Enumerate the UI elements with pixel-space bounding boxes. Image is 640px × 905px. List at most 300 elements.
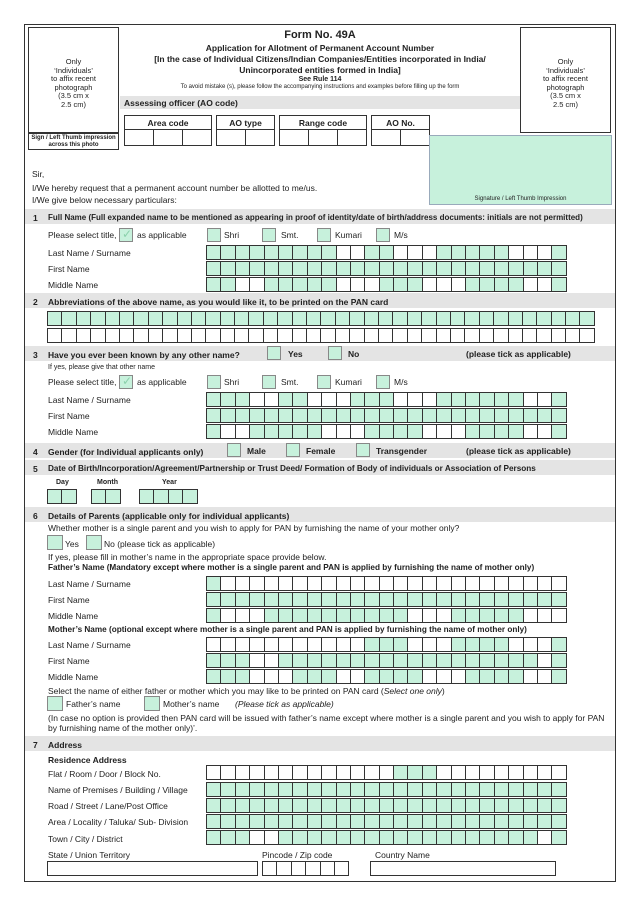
char-cell[interactable] xyxy=(191,311,206,326)
char-cell[interactable] xyxy=(379,608,394,623)
char-cell[interactable] xyxy=(278,424,293,439)
char-cell[interactable] xyxy=(551,592,566,607)
char-cell[interactable] xyxy=(464,328,479,343)
char-cell[interactable] xyxy=(465,653,480,668)
char-cell[interactable] xyxy=(451,261,466,276)
char-cell[interactable] xyxy=(249,637,264,652)
char-cell[interactable] xyxy=(292,592,307,607)
char-cell[interactable] xyxy=(350,277,365,292)
char-cell[interactable] xyxy=(148,328,163,343)
char-cell[interactable] xyxy=(537,765,552,780)
char-cell[interactable] xyxy=(494,637,509,652)
char-cell[interactable] xyxy=(364,653,379,668)
char-cell[interactable] xyxy=(350,245,365,260)
char-cell[interactable] xyxy=(249,392,264,407)
char-cell[interactable] xyxy=(277,328,292,343)
char-cell[interactable] xyxy=(407,830,422,845)
char-cell[interactable] xyxy=(336,765,351,780)
char-cell[interactable] xyxy=(264,765,279,780)
char-cell[interactable] xyxy=(407,277,422,292)
char-cell[interactable] xyxy=(407,576,422,591)
char-cell[interactable] xyxy=(235,798,250,813)
char-cell[interactable] xyxy=(494,392,509,407)
char-cell[interactable] xyxy=(393,277,408,292)
char-cell[interactable] xyxy=(334,861,349,876)
char-cell[interactable] xyxy=(479,798,494,813)
char-cell[interactable] xyxy=(364,277,379,292)
char-cell[interactable] xyxy=(61,489,76,504)
char-cell[interactable] xyxy=(407,424,422,439)
char-cell[interactable] xyxy=(407,653,422,668)
char-cell[interactable] xyxy=(264,782,279,797)
char-cell[interactable] xyxy=(364,392,379,407)
char-cell[interactable] xyxy=(436,261,451,276)
char-cell[interactable] xyxy=(393,814,408,829)
char-cell[interactable] xyxy=(350,424,365,439)
char-cell[interactable] xyxy=(278,392,293,407)
char-cell[interactable] xyxy=(321,765,336,780)
char-cell[interactable] xyxy=(537,576,552,591)
char-cell[interactable] xyxy=(278,782,293,797)
s3-yes-box[interactable] xyxy=(267,346,281,360)
char-cell[interactable] xyxy=(393,592,408,607)
char-cell[interactable] xyxy=(551,576,566,591)
char-cell[interactable] xyxy=(249,669,264,684)
char-cell[interactable] xyxy=(263,311,278,326)
char-cell[interactable] xyxy=(264,424,279,439)
char-cell[interactable] xyxy=(523,669,538,684)
char-cell[interactable] xyxy=(393,637,408,652)
char-cell[interactable] xyxy=(206,669,221,684)
char-cell[interactable] xyxy=(465,830,480,845)
char-cell[interactable] xyxy=(320,861,335,876)
char-cell[interactable] xyxy=(182,489,197,504)
char-cell[interactable] xyxy=(307,592,322,607)
char-cell[interactable] xyxy=(264,576,279,591)
char-cell[interactable] xyxy=(493,328,508,343)
char-cell[interactable] xyxy=(235,830,250,845)
char-cell[interactable] xyxy=(465,814,480,829)
s1-last-name-field[interactable] xyxy=(206,245,566,260)
char-cell[interactable] xyxy=(551,328,566,343)
char-cell[interactable] xyxy=(494,424,509,439)
char-cell[interactable] xyxy=(292,277,307,292)
char-cell[interactable] xyxy=(508,814,523,829)
char-cell[interactable] xyxy=(350,408,365,423)
char-cell[interactable] xyxy=(508,328,523,343)
char-cell[interactable] xyxy=(494,782,509,797)
char-cell[interactable] xyxy=(105,489,120,504)
addr-area-field[interactable] xyxy=(206,814,566,829)
char-cell[interactable] xyxy=(436,637,451,652)
char-cell[interactable] xyxy=(421,328,436,343)
char-cell[interactable] xyxy=(206,261,221,276)
char-cell[interactable] xyxy=(47,489,62,504)
s3-title-kumari-box[interactable] xyxy=(317,375,331,389)
char-cell[interactable] xyxy=(407,765,422,780)
char-cell[interactable] xyxy=(350,669,365,684)
char-cell[interactable] xyxy=(508,798,523,813)
father-last-name-field[interactable] xyxy=(206,576,566,591)
char-cell[interactable] xyxy=(465,608,480,623)
abbreviation-row-1[interactable] xyxy=(47,311,594,326)
char-cell[interactable] xyxy=(235,424,250,439)
char-cell[interactable] xyxy=(494,592,509,607)
char-cell[interactable] xyxy=(537,830,552,845)
char-cell[interactable] xyxy=(321,830,336,845)
char-cell[interactable] xyxy=(537,637,552,652)
char-cell[interactable] xyxy=(422,782,437,797)
char-cell[interactable] xyxy=(321,261,336,276)
char-cell[interactable] xyxy=(321,424,336,439)
char-cell[interactable] xyxy=(292,653,307,668)
char-cell[interactable] xyxy=(451,669,466,684)
char-cell[interactable] xyxy=(465,765,480,780)
char-cell[interactable] xyxy=(292,576,307,591)
char-cell[interactable] xyxy=(220,814,235,829)
char-cell[interactable] xyxy=(278,830,293,845)
char-cell[interactable] xyxy=(451,782,466,797)
char-cell[interactable] xyxy=(292,311,307,326)
char-cell[interactable] xyxy=(436,328,451,343)
char-cell[interactable] xyxy=(349,328,364,343)
char-cell[interactable] xyxy=(465,798,480,813)
char-cell[interactable] xyxy=(47,328,62,343)
char-cell[interactable] xyxy=(249,277,264,292)
char-cell[interactable] xyxy=(422,277,437,292)
char-cell[interactable] xyxy=(523,830,538,845)
char-cell[interactable] xyxy=(551,392,566,407)
char-cell[interactable] xyxy=(264,392,279,407)
char-cell[interactable] xyxy=(407,608,422,623)
char-cell[interactable] xyxy=(393,424,408,439)
char-cell[interactable] xyxy=(235,277,250,292)
char-cell[interactable] xyxy=(206,408,221,423)
char-cell[interactable] xyxy=(551,408,566,423)
char-cell[interactable] xyxy=(436,311,451,326)
s1-middle-name-field[interactable] xyxy=(206,277,566,292)
char-cell[interactable] xyxy=(278,277,293,292)
char-cell[interactable] xyxy=(278,814,293,829)
char-cell[interactable] xyxy=(523,408,538,423)
char-cell[interactable] xyxy=(436,669,451,684)
char-cell[interactable] xyxy=(350,576,365,591)
father-middle-name-field[interactable] xyxy=(206,608,566,623)
char-cell[interactable] xyxy=(393,782,408,797)
char-cell[interactable] xyxy=(220,576,235,591)
char-cell[interactable] xyxy=(508,782,523,797)
char-cell[interactable] xyxy=(264,637,279,652)
char-cell[interactable] xyxy=(508,261,523,276)
char-cell[interactable] xyxy=(451,277,466,292)
char-cell[interactable] xyxy=(350,592,365,607)
char-cell[interactable] xyxy=(220,311,235,326)
char-cell[interactable] xyxy=(336,261,351,276)
char-cell[interactable] xyxy=(278,576,293,591)
char-cell[interactable] xyxy=(393,798,408,813)
char-cell[interactable] xyxy=(551,608,566,623)
char-cell[interactable] xyxy=(523,576,538,591)
char-cell[interactable] xyxy=(479,782,494,797)
char-cell[interactable] xyxy=(537,782,552,797)
char-cell[interactable] xyxy=(479,592,494,607)
char-cell[interactable] xyxy=(205,328,220,343)
char-cell[interactable] xyxy=(350,765,365,780)
char-cell[interactable] xyxy=(493,311,508,326)
char-cell[interactable] xyxy=(479,311,494,326)
char-cell[interactable] xyxy=(248,328,263,343)
char-cell[interactable] xyxy=(336,782,351,797)
char-cell[interactable] xyxy=(278,798,293,813)
char-cell[interactable] xyxy=(364,637,379,652)
char-cell[interactable] xyxy=(292,608,307,623)
char-cell[interactable] xyxy=(537,261,552,276)
char-cell[interactable] xyxy=(220,782,235,797)
char-cell[interactable] xyxy=(278,261,293,276)
s3-no-box[interactable] xyxy=(328,346,342,360)
char-cell[interactable] xyxy=(364,408,379,423)
char-cell[interactable] xyxy=(264,592,279,607)
char-cell[interactable] xyxy=(350,392,365,407)
s3-title-shri-box[interactable] xyxy=(207,375,221,389)
char-cell[interactable] xyxy=(436,814,451,829)
char-cell[interactable] xyxy=(364,592,379,607)
char-cell[interactable] xyxy=(379,798,394,813)
char-cell[interactable] xyxy=(306,328,321,343)
char-cell[interactable] xyxy=(278,608,293,623)
char-cell[interactable] xyxy=(436,592,451,607)
char-cell[interactable] xyxy=(148,311,163,326)
char-cell[interactable] xyxy=(523,798,538,813)
char-cell[interactable] xyxy=(465,277,480,292)
char-cell[interactable] xyxy=(551,277,566,292)
mothers-name-box[interactable] xyxy=(144,696,160,711)
char-cell[interactable] xyxy=(350,653,365,668)
char-cell[interactable] xyxy=(379,669,394,684)
char-cell[interactable] xyxy=(249,830,264,845)
char-cell[interactable] xyxy=(235,765,250,780)
char-cell[interactable] xyxy=(336,669,351,684)
char-cell[interactable] xyxy=(551,261,566,276)
abbreviation-row-2[interactable] xyxy=(47,328,594,343)
char-cell[interactable] xyxy=(264,830,279,845)
char-cell[interactable] xyxy=(220,261,235,276)
char-cell[interactable] xyxy=(292,798,307,813)
char-cell[interactable] xyxy=(379,765,394,780)
char-cell[interactable] xyxy=(364,328,379,343)
addr-road-field[interactable] xyxy=(206,798,566,813)
s3-title-ms-box[interactable] xyxy=(376,375,390,389)
char-cell[interactable] xyxy=(407,669,422,684)
char-cell[interactable] xyxy=(379,653,394,668)
char-cell[interactable] xyxy=(407,392,422,407)
char-cell[interactable] xyxy=(551,814,566,829)
char-cell[interactable] xyxy=(479,328,494,343)
char-cell[interactable] xyxy=(278,637,293,652)
char-cell[interactable] xyxy=(379,782,394,797)
char-cell[interactable] xyxy=(321,392,336,407)
char-cell[interactable] xyxy=(522,311,537,326)
char-cell[interactable] xyxy=(220,798,235,813)
char-cell[interactable] xyxy=(494,669,509,684)
char-cell[interactable] xyxy=(249,245,264,260)
char-cell[interactable] xyxy=(336,830,351,845)
char-cell[interactable] xyxy=(551,637,566,652)
s1-first-name-field[interactable] xyxy=(206,261,566,276)
char-cell[interactable] xyxy=(422,261,437,276)
char-cell[interactable] xyxy=(479,814,494,829)
char-cell[interactable] xyxy=(436,830,451,845)
char-cell[interactable] xyxy=(465,576,480,591)
char-cell[interactable] xyxy=(451,576,466,591)
char-cell[interactable] xyxy=(451,637,466,652)
char-cell[interactable] xyxy=(364,608,379,623)
s3-title-smt-box[interactable] xyxy=(262,375,276,389)
gender-transgender-box[interactable] xyxy=(356,443,370,457)
addr-premises-field[interactable] xyxy=(206,782,566,797)
char-cell[interactable] xyxy=(292,765,307,780)
char-cell[interactable] xyxy=(336,424,351,439)
char-cell[interactable] xyxy=(479,669,494,684)
char-cell[interactable] xyxy=(249,576,264,591)
char-cell[interactable] xyxy=(494,261,509,276)
char-cell[interactable] xyxy=(336,408,351,423)
s3-title-tick-box[interactable] xyxy=(119,375,133,389)
char-cell[interactable] xyxy=(235,608,250,623)
char-cell[interactable] xyxy=(537,653,552,668)
char-cell[interactable] xyxy=(393,261,408,276)
char-cell[interactable] xyxy=(422,830,437,845)
char-cell[interactable] xyxy=(264,608,279,623)
fathers-name-box[interactable] xyxy=(47,696,63,711)
char-cell[interactable] xyxy=(494,576,509,591)
char-cell[interactable] xyxy=(551,311,566,326)
char-cell[interactable] xyxy=(235,814,250,829)
char-cell[interactable] xyxy=(76,311,91,326)
char-cell[interactable] xyxy=(508,830,523,845)
char-cell[interactable] xyxy=(407,408,422,423)
char-cell[interactable] xyxy=(105,328,120,343)
char-cell[interactable] xyxy=(465,592,480,607)
char-cell[interactable] xyxy=(235,669,250,684)
char-cell[interactable] xyxy=(133,328,148,343)
char-cell[interactable] xyxy=(364,798,379,813)
char-cell[interactable] xyxy=(436,765,451,780)
char-cell[interactable] xyxy=(206,424,221,439)
char-cell[interactable] xyxy=(249,798,264,813)
char-cell[interactable] xyxy=(436,392,451,407)
char-cell[interactable] xyxy=(422,798,437,813)
char-cell[interactable] xyxy=(537,277,552,292)
char-cell[interactable] xyxy=(479,245,494,260)
char-cell[interactable] xyxy=(422,653,437,668)
char-cell[interactable] xyxy=(393,392,408,407)
char-cell[interactable] xyxy=(393,408,408,423)
char-cell[interactable] xyxy=(249,814,264,829)
char-cell[interactable] xyxy=(61,311,76,326)
char-cell[interactable] xyxy=(407,261,422,276)
pincode-field[interactable] xyxy=(262,861,348,876)
s3-last-name-field[interactable] xyxy=(206,392,566,407)
char-cell[interactable] xyxy=(508,408,523,423)
char-cell[interactable] xyxy=(522,328,537,343)
char-cell[interactable] xyxy=(508,637,523,652)
char-cell[interactable] xyxy=(508,765,523,780)
char-cell[interactable] xyxy=(321,782,336,797)
char-cell[interactable] xyxy=(479,424,494,439)
char-cell[interactable] xyxy=(537,392,552,407)
char-cell[interactable] xyxy=(61,328,76,343)
char-cell[interactable] xyxy=(249,608,264,623)
s3-middle-name-field[interactable] xyxy=(206,424,566,439)
char-cell[interactable] xyxy=(551,245,566,260)
char-cell[interactable] xyxy=(139,489,154,504)
char-cell[interactable] xyxy=(436,798,451,813)
char-cell[interactable] xyxy=(220,653,235,668)
char-cell[interactable] xyxy=(479,408,494,423)
char-cell[interactable] xyxy=(206,576,221,591)
char-cell[interactable] xyxy=(292,424,307,439)
char-cell[interactable] xyxy=(393,669,408,684)
char-cell[interactable] xyxy=(379,576,394,591)
char-cell[interactable] xyxy=(336,653,351,668)
char-cell[interactable] xyxy=(307,765,322,780)
char-cell[interactable] xyxy=(494,408,509,423)
char-cell[interactable] xyxy=(47,311,62,326)
char-cell[interactable] xyxy=(307,277,322,292)
char-cell[interactable] xyxy=(91,489,106,504)
char-cell[interactable] xyxy=(321,608,336,623)
char-cell[interactable] xyxy=(307,576,322,591)
char-cell[interactable] xyxy=(450,311,465,326)
char-cell[interactable] xyxy=(537,592,552,607)
char-cell[interactable] xyxy=(168,489,183,504)
char-cell[interactable] xyxy=(249,424,264,439)
char-cell[interactable] xyxy=(436,408,451,423)
char-cell[interactable] xyxy=(451,245,466,260)
addr-flat-field[interactable] xyxy=(206,765,566,780)
s6-yes-box[interactable] xyxy=(47,535,63,550)
char-cell[interactable] xyxy=(336,798,351,813)
char-cell[interactable] xyxy=(278,408,293,423)
char-cell[interactable] xyxy=(220,408,235,423)
char-cell[interactable] xyxy=(407,814,422,829)
char-cell[interactable] xyxy=(249,261,264,276)
char-cell[interactable] xyxy=(464,311,479,326)
char-cell[interactable] xyxy=(494,608,509,623)
char-cell[interactable] xyxy=(336,637,351,652)
char-cell[interactable] xyxy=(508,311,523,326)
char-cell[interactable] xyxy=(306,311,321,326)
char-cell[interactable] xyxy=(378,328,393,343)
char-cell[interactable] xyxy=(336,392,351,407)
char-cell[interactable] xyxy=(407,311,422,326)
char-cell[interactable] xyxy=(336,608,351,623)
char-cell[interactable] xyxy=(335,328,350,343)
title-ms-box[interactable] xyxy=(376,228,390,242)
char-cell[interactable] xyxy=(422,669,437,684)
char-cell[interactable] xyxy=(422,637,437,652)
char-cell[interactable] xyxy=(307,830,322,845)
char-cell[interactable] xyxy=(235,782,250,797)
char-cell[interactable] xyxy=(436,277,451,292)
dob-month-field[interactable] xyxy=(91,489,120,504)
char-cell[interactable] xyxy=(206,592,221,607)
char-cell[interactable] xyxy=(378,311,393,326)
char-cell[interactable] xyxy=(451,814,466,829)
char-cell[interactable] xyxy=(262,861,277,876)
char-cell[interactable] xyxy=(523,637,538,652)
